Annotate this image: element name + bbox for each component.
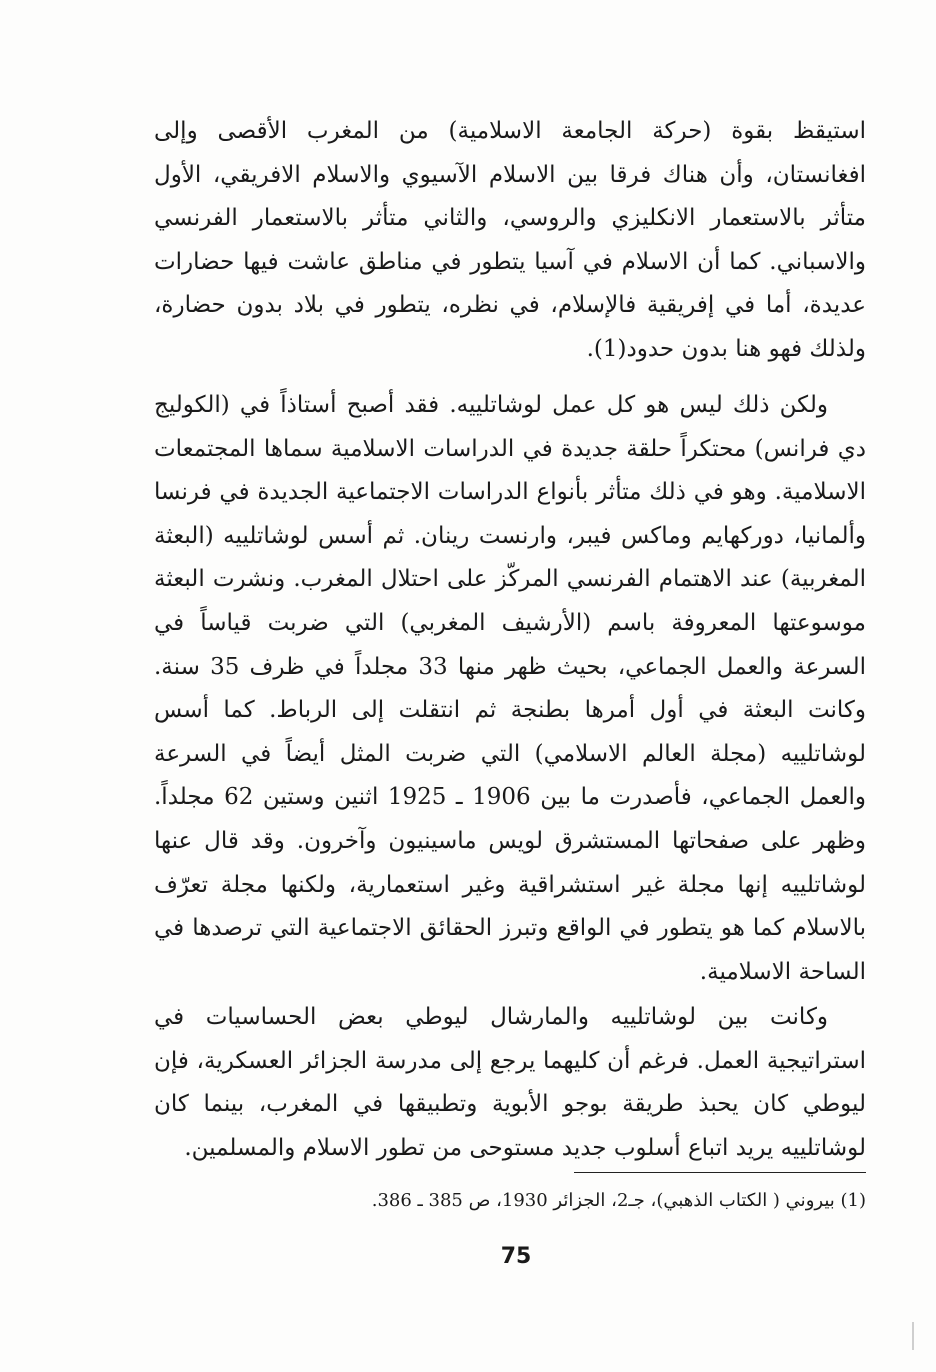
scan-mark [912,1322,914,1350]
footnote-divider [574,1172,866,1173]
footnote: (1) بيروني ( الكتاب الذهبي)، جـ2، الجزائر 1930، ص 385 ـ 386. [371,1190,866,1211]
body-paragraph-1 [154,110,866,372]
paragraph-text: ولكن ذلك ليس هو كل عمل لوشاتلييه. فقد أصبح أستاذاً في (الكوليج دي فرانس) محتكراً حلقة جديدة في الدراسات الاسلامية سماها المجتمعات الاسلامية. وهو في ذلك متأثر بأنواع الدراسات الاجتماعية الجديدة في فرنسا وألمانيا، دوركهايم وماكس فيبر، وارنست رينان. ثم أسس لوشاتلييه (البعثة المغربية) عند الاهتمام الفرنسي المركّز على احتلال المغرب. ونشرت البعثة موسوعتها المعروفة باسم (الأرشيف المغربي) التي ضربت قياساً في السرعة والعمل الجماعي، بحيث ظهر منها 33 مجلداً في ظرف 35 سنة. وكانت البعثة في أول أمرها بطنجة ثم انتقلت إلى الرباط. كما أسس لوشاتلييه (مجلة العالم الاسلامي) التي ضربت المثل أيضاً في السرعة والعمل الجماعي، فأصدرت ما بين 1906 ـ 1925 اثنين وستين 62 مجلداً. وظهر على صفحاتها المستشرق لويس ماسينيون وآخرون. وقد قال عنها لوشاتلييه إنها مجلة غير استشراقية وغير استعمارية، ولكنها مجلة تعرّف بالاسلام كما هو يتطور في الواقع وتبرز الحقائق الاجتماعية التي ترصدها في الساحة الاسلامية. [154,392,866,985]
body-paragraph-2 [154,384,866,994]
body-paragraph-3 [154,996,866,1170]
paragraph-text: استيقظ بقوة (حركة الجامعة الاسلامية) من المغرب الأقصى وإلى افغانستان، وأن هناك فرقا بين الاسلام الآسيوي والاسلام الافريقي، الأول متأثر بالاستعمار الانكليزي والروسي، والثاني متأثر بالاستعمار الفرنسي والاسباني. كما أن الاسلام في آسيا يتطور في مناطق عاشت فيها حضارات عديدة، أما في إفريقية فالإسلام، في نظره، يتطور في بلاد بدون حضارة، ولذلك فهو هنا بدون حدود(1). [154,118,866,362]
page-number: 75 [500,1244,532,1269]
paragraph-text: وكانت بين لوشاتلييه والمارشال ليوطي بعض الحساسيات في استراتيجية العمل. فرغم أن كليهما يرجع إلى مدرسة الجزائر العسكرية، فإن ليوطي كان يحبذ طريقة بوجو الأبوية وتطبيقها في المغرب، بينما كان لوشاتلييه يريد اتباع أسلوب جديد مستوحى من تطور الاسلام والمسلمين. [154,1004,866,1161]
